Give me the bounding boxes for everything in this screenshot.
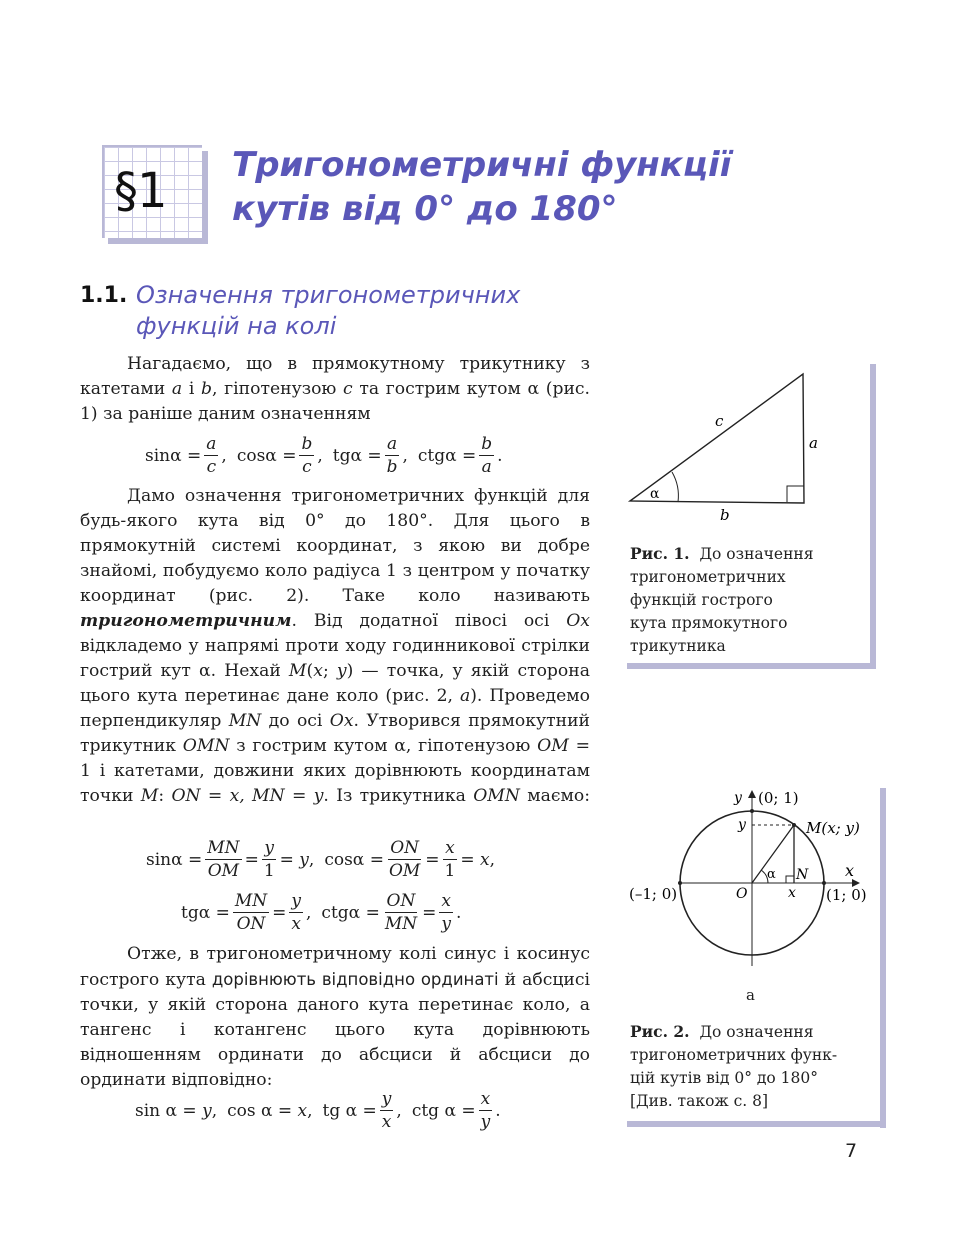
subsection-title-line1: Означення тригонометричних bbox=[136, 281, 521, 309]
label-b: b bbox=[720, 506, 730, 524]
subsection-title-line2: функцій на колі bbox=[136, 312, 337, 340]
figure2-unit-circle bbox=[620, 780, 878, 980]
paragraph-2: Дамо означення тригонометричних функцій для будь-якого кута від 0° до 180°. Для цього в прямокутній системі координат, з якою ви добре знайомі, побудуємо коло радіуса 1 з центром у початку координат (рис. 2). Таке коло називають тригонометричним. Від додатної півосі осі Ox відкладемо у напрямі проти ходу годинникової стрілки гострий кут α. Нехай M(x; y) — точка, у якій сторона цього кута перетинає дане коло (рис. 2, а). Проведемо перпендикуляр MN до осі Ox. Утворився прямокутний трикутник OMN з гострим кутом α, гіпотенузою OM = 1 і катетами, довжини яких дорівнюють координатам точки M: ON = x, MN = y. Із трикутника OMN маємо: bbox=[80, 486, 590, 806]
label-right-point: (1; 0) bbox=[826, 886, 867, 904]
point-top bbox=[750, 809, 754, 813]
figure2-sublabel: а bbox=[746, 986, 755, 1004]
label-y-value: y bbox=[738, 817, 746, 833]
label-x-axis: x bbox=[845, 861, 855, 880]
angle-alpha-arc bbox=[672, 472, 678, 502]
section-number-box bbox=[102, 145, 209, 244]
label-alpha: α bbox=[767, 867, 776, 882]
formula-right-triangle: sin α = $\frac{a}{c}$ , cos α = $\frac{b}{c}$ , tg α = $\frac{a}{b}$ , ctg α = $\frac{b}{a}$ . bbox=[145, 434, 503, 477]
point-M bbox=[792, 823, 796, 827]
chapter-title-line1: Тригонометричні функції bbox=[232, 145, 732, 185]
label-N: N bbox=[796, 867, 809, 883]
label-alpha: α bbox=[650, 486, 660, 502]
subsection-number: 1.1. bbox=[80, 283, 128, 308]
label-O: O bbox=[736, 886, 748, 902]
chapter-title bbox=[232, 143, 832, 231]
page-number: 7 bbox=[845, 1140, 858, 1162]
right-angle-N bbox=[786, 876, 794, 883]
subsection-title bbox=[136, 280, 596, 342]
figure1-panel-edge-bottom bbox=[627, 663, 876, 669]
figure2-panel-edge-bottom bbox=[627, 1121, 886, 1127]
label-y-axis: y bbox=[734, 790, 742, 806]
triangle-shape bbox=[630, 374, 804, 503]
label-top-point: (0; 1) bbox=[758, 789, 799, 807]
label-M: M(x; y) bbox=[806, 819, 860, 837]
paragraph-1: Нагадаємо, що в прямокутному трикутнику з катетами a і b, гіпотенузою c та гострим кутом α (рис. 1) за раніше даним означенням bbox=[80, 354, 590, 424]
label-a: a bbox=[809, 434, 818, 452]
figure1-caption: Рис. 1. До означення тригонометричних функцій гострого кута прямокутного трикутника bbox=[630, 544, 814, 655]
figure2-caption: Рис. 2. До означення тригонометричних функ- цій кутів від 0° до 180° [Див. також с. 8] bbox=[630, 1022, 838, 1110]
formula-summary: sin α = y , cos α = x , tg α = $\frac{y}{x}$ , ctg α = $\frac{x}{y}$ . bbox=[135, 1089, 501, 1132]
formula-sin-cos: sin α = $\frac{MN}{OM}$ = $\frac{y}{1}$ = y , cos α = $\frac{ON}{OM}$ = $\frac{x}{1}$ = x , bbox=[146, 838, 496, 881]
figure1-right-triangle bbox=[620, 365, 860, 525]
figure1-panel-edge-right bbox=[870, 364, 876, 669]
point-left bbox=[678, 881, 682, 885]
figure2-panel-edge-right bbox=[880, 788, 886, 1128]
label-c: c bbox=[715, 412, 724, 430]
right-angle-mark bbox=[787, 486, 804, 502]
label-x-value: x bbox=[788, 885, 796, 901]
formula-tg-ctg: tg α = $\frac{MN}{ON}$ = $\frac{y}{x}$ , ctg α = $\frac{ON}{MN}$ = $\frac{x}{y}$ . bbox=[181, 891, 462, 934]
label-left-point: (–1; 0) bbox=[629, 885, 678, 903]
point-right bbox=[822, 881, 826, 885]
chapter-title-line2: кутів від 0° до 180° bbox=[232, 189, 618, 229]
paragraph-3: Отже, в тригонометричному колі синус і косинус гострого кута дорівнюють відповідно ординаті й абсцисі точки, у якій сторона даного кута перетинає коло, а тангенс і котангенс цього кута дорівнюють відношенням ординати до абсциси й абсциси до ординати відповідно: bbox=[80, 944, 590, 1090]
section-number: §1 bbox=[114, 163, 167, 219]
